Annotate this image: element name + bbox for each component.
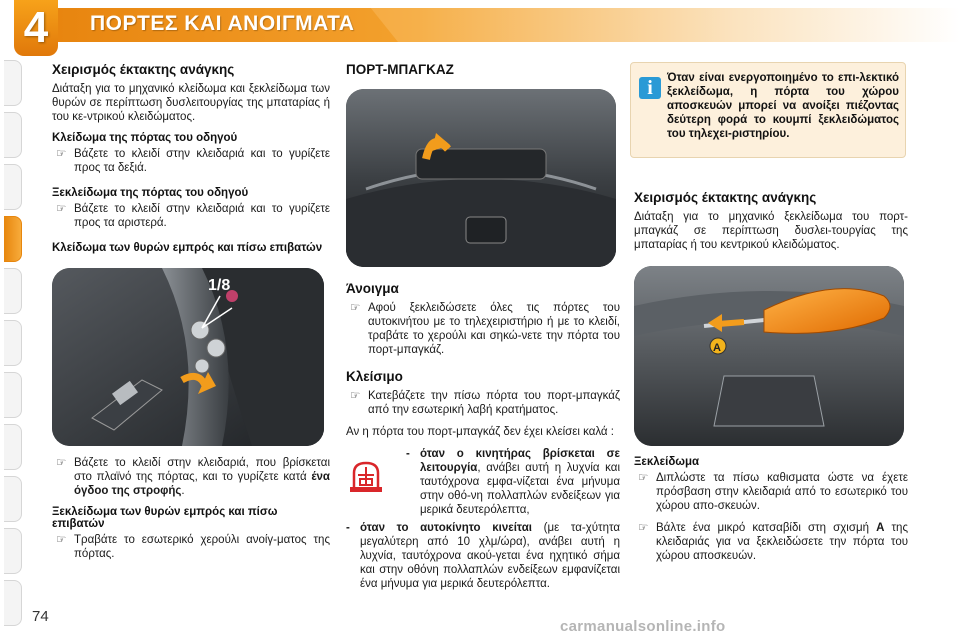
side-tab[interactable] — [4, 476, 22, 522]
boot-emergency-heading: Χειρισμός έκτακτης ανάγκης — [634, 190, 817, 205]
eighth-turn-label: 1/8 — [208, 277, 231, 294]
unlock-driver-heading: Ξεκλείδωμα της πόρτας του οδηγού — [52, 187, 249, 199]
pointing-hand-icon: ☞ — [56, 148, 67, 160]
page-number: 74 — [32, 608, 49, 625]
side-tab-active[interactable] — [4, 216, 22, 262]
open-heading: Άνοιγμα — [346, 281, 399, 296]
info-box — [630, 62, 906, 158]
lock-passenger-heading: Κλείδωμα των θυρών εμπρός και πίσω επιβατών — [52, 242, 323, 254]
boot-open-warning-icon — [346, 459, 386, 495]
pointing-hand-icon: ☞ — [638, 522, 649, 534]
chapter-side-tabs — [0, 60, 26, 630]
pointing-hand-icon: ☞ — [56, 534, 67, 546]
pointing-hand-icon: ☞ — [350, 302, 361, 314]
door-lock-photo — [52, 268, 324, 446]
side-tab[interactable] — [4, 424, 22, 470]
boot-unlock-step-1: ☞ Διπλώστε τα πίσω καθισματα ώστε να έχετε πρόσβαση στην κλειδαριά από το εσωτερικό του χώρου απο-σκευών. — [634, 471, 908, 513]
open-step: ☞ Αφού ξεκλειδώσετε όλες τις πόρτες του αυτοκινήτου με το τηλεχειριστήριο ή με το κλειδί, τραβάτε το χερούλι και σηκώ-νετε την πόρτα του πορτ-μπαγκάζ. — [346, 301, 620, 357]
chapter-number: 4 — [23, 3, 49, 52]
warning-item-engine: - όταν ο κινητήρας βρίσκεται σε λειτουργία, ανάβει αυτή η λυχνία και ταυτόχρονα εμφα-νίζεται ένα μήνυμα στην οθό-νη πολλαπλών ενδείξεων για μερικά δευτερόλεπτα, — [346, 447, 620, 521]
side-tab[interactable] — [4, 60, 22, 106]
side-tab[interactable] — [4, 320, 22, 366]
side-tab[interactable] — [4, 112, 22, 158]
unlock-driver-step: ☞ Βάζετε το κλειδί στην κλειδαριά και το γυρίζετε προς τα αριστερά. — [52, 202, 330, 230]
watermark: carmanualsonline.info — [560, 618, 726, 635]
pointing-hand-icon: ☞ — [56, 457, 67, 469]
chapter-tab — [14, 0, 58, 56]
boot-unlock-heading: Ξεκλείδωμα — [634, 456, 700, 468]
pointing-hand-icon: ☞ — [350, 390, 361, 402]
unlock-passenger-step: ☞ Τραβάτε το εσωτερικό χερούλι ανοίγ-ματος της πόρτας. — [52, 533, 330, 561]
close-heading: Κλείσιμο — [346, 369, 403, 384]
info-text: Όταν είναι ενεργοποιημένο το επι-λεκτικό ξεκλείδωμα, η πόρτα του χώρου αποσκευών μπορεί να ανοίξει πιέζοντας δεύτερη φορά το κουμπί ξεκλειδώματος του τηλεχει-ριστηρίου. — [667, 72, 899, 140]
boot-handle-photo — [346, 89, 616, 267]
not-closed-text: Αν η πόρτα του πορτ-μπαγκάζ δεν έχει κλείσει καλά : — [346, 426, 614, 438]
lock-driver-step: ☞ Βάζετε το κλειδί στην κλειδαριά και το γυρίζετε προς τα δεξιά. — [52, 147, 330, 175]
boot-heading: ΠΟΡΤ-ΜΠΑΓΚΑΖ — [346, 62, 454, 77]
middle-column — [346, 62, 620, 595]
close-step: ☞ Κατεβάζετε την πίσω πόρτα του πορτ-μπαγκάζ από την εσωτερική λαβή κρατήματος. — [346, 389, 620, 417]
pointing-hand-icon: ☞ — [638, 472, 649, 484]
lock-passenger-step: ☞ Βάζετε το κλειδί στην κλειδαριά, που βρίσκεται στο πλαϊνό της πόρτας, και το γυρίζετε κατά ένα όγδοο της στροφής. — [52, 456, 330, 498]
pointing-hand-icon: ☞ — [56, 203, 67, 215]
side-tab[interactable] — [4, 372, 22, 418]
boot-handle-illustration — [346, 89, 616, 267]
lock-driver-heading: Κλείδωμα της πόρτας του οδηγού — [52, 132, 238, 144]
boot-unlock-step-2: ☞ Βάλτε ένα μικρό κατσαβίδι στη σχισμή A της κλειδαριάς για να ξεκλειδώσετε την πόρτα του χώρου αποσκευών. — [634, 521, 908, 563]
side-tab[interactable] — [4, 164, 22, 210]
info-icon: i — [639, 77, 661, 99]
side-tab[interactable] — [4, 580, 22, 626]
unlock-passenger-heading: Ξεκλείδωμα των θυρών εμπρός και πίσω επιβατών — [52, 506, 278, 530]
emergency-heading: Χειρισμός έκτακτης ανάγκης — [52, 62, 235, 77]
emergency-intro: Διάταξη για το μηχανικό κλείδωμα και ξεκλείδωμα των θυρών σε περίπτωση δυσλειτουργίας της μπαταρίας ή του κε-ντρικού κλειδώματος. — [52, 83, 330, 123]
screwdriver-illustration — [634, 266, 904, 446]
boot-lock-photo — [634, 266, 904, 446]
door-lock-illustration — [52, 268, 324, 446]
boot-emergency-intro: Διάταξη για το μηχανικό ξεκλείδωμα του πορτ-μπαγκάζ σε περίπτωση δυσλει-τουργίας της μπαταρίας ή του κεντρικού κλειδώματος. — [634, 211, 908, 251]
warning-item-moving: - όταν το αυτοκίνητο κινείται (με τα-χύτητα μεγαλύτερη από 10 χλμ/ώρα), ανάβει αυτή η λυχνία, ταυτόχρονα ακού-γεται ένα ηχητικό σήμα και στην οθόνη πολλαπλών ενδείξεων εμφανίζεται ένα μήνυμα για μερικά δευτερόλεπτα. — [346, 522, 620, 590]
page-header — [0, 0, 960, 52]
chapter-title: ΠΟΡΤΕΣ ΚΑΙ ΑΝΟΙΓΜΑΤΑ — [90, 12, 355, 35]
left-column — [52, 62, 330, 569]
side-tab[interactable] — [4, 528, 22, 574]
right-column — [634, 190, 908, 571]
slot-label: A — [713, 342, 721, 354]
side-tab[interactable] — [4, 268, 22, 314]
